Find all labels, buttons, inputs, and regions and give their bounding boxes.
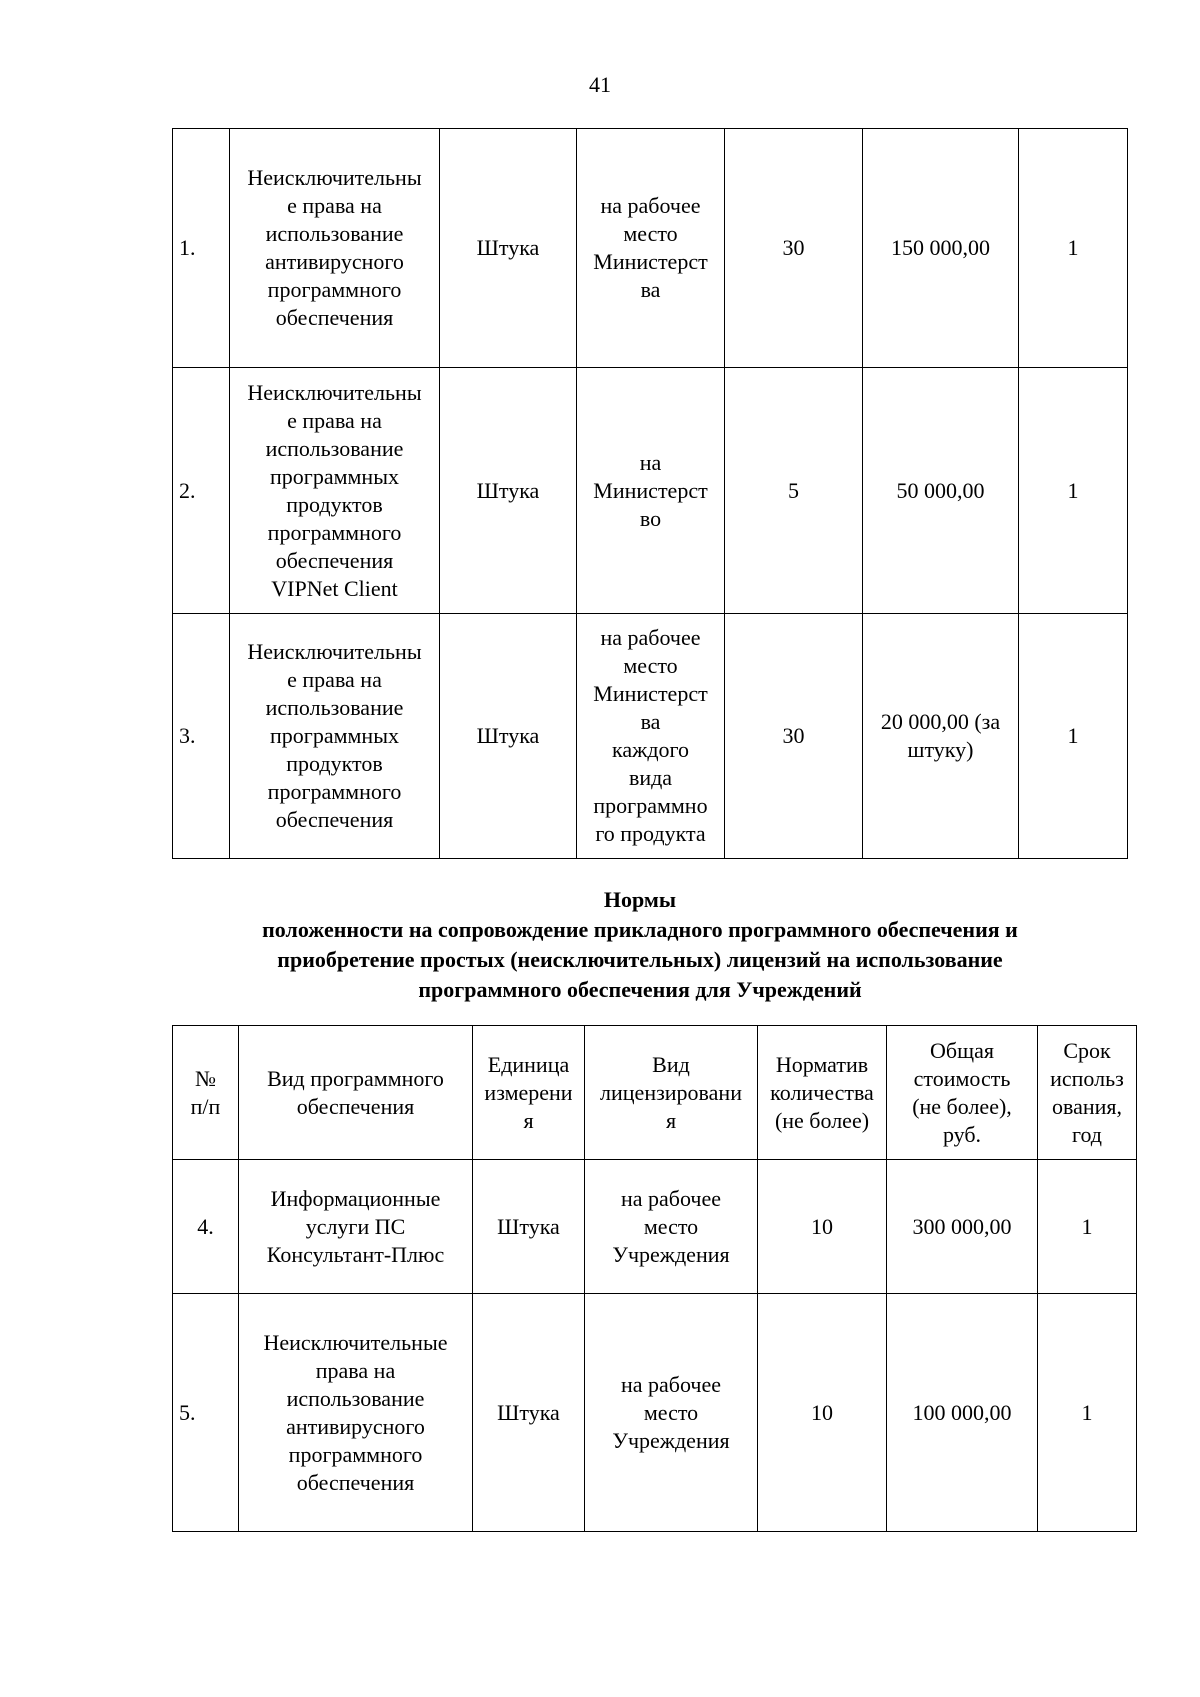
- table-row: [173, 368, 1128, 614]
- unit-cell: Штука: [473, 1294, 585, 1532]
- row-number: 5.: [173, 1294, 239, 1532]
- header-software-type: Вид программного обеспечения: [239, 1026, 473, 1160]
- header-unit: Единица измерени я: [473, 1026, 585, 1160]
- table-header-row: [173, 1026, 1137, 1160]
- unit-cell: Штука: [440, 129, 577, 368]
- license-type-cell: на рабочее место Учреждения: [585, 1294, 758, 1532]
- quantity-norm-cell: 5: [725, 368, 863, 614]
- row-number: 4.: [173, 1160, 239, 1294]
- software-type-cell: Информационные услуги ПС Консультант-Плюс: [239, 1160, 473, 1294]
- software-type-cell: Неисключительны е права на использование антивирусного программного обеспечения: [230, 129, 440, 368]
- total-cost-cell: 100 000,00: [887, 1294, 1038, 1532]
- row-number: 2.: [173, 368, 230, 614]
- table-row: [173, 1160, 1137, 1294]
- software-type-cell: Неисключительные права на использование антивирусного программного обеспечения: [239, 1294, 473, 1532]
- unit-cell: Штука: [473, 1160, 585, 1294]
- usage-term-cell: 1: [1019, 368, 1128, 614]
- total-cost-cell: 300 000,00: [887, 1160, 1038, 1294]
- software-norms-table-institutions: [172, 1025, 1137, 1532]
- quantity-norm-cell: 30: [725, 129, 863, 368]
- license-type-cell: на Министерст во: [577, 368, 725, 614]
- header-total-cost: Общая стоимость (не более), руб.: [887, 1026, 1038, 1160]
- usage-term-cell: 1: [1038, 1160, 1137, 1294]
- software-type-cell: Неисключительны е права на использование программных продуктов программного обеспечения: [230, 614, 440, 859]
- section-heading: [160, 885, 1120, 1005]
- unit-cell: Штука: [440, 368, 577, 614]
- header-quantity-norm: Норматив количества (не более): [758, 1026, 887, 1160]
- row-number: 1.: [173, 129, 230, 368]
- header-number: № п/п: [173, 1026, 239, 1160]
- quantity-norm-cell: 10: [758, 1294, 887, 1532]
- heading-line: приобретение простых (неисключительных) лицензий на использование: [277, 947, 1003, 972]
- license-type-cell: на рабочее место Министерст ва каждого вида программно го продукта: [577, 614, 725, 859]
- table-row: [173, 1294, 1137, 1532]
- page-number: 41: [589, 72, 611, 97]
- usage-term-cell: 1: [1019, 614, 1128, 859]
- table-row: [173, 614, 1128, 859]
- total-cost-cell: 50 000,00: [863, 368, 1019, 614]
- total-cost-cell: 150 000,00: [863, 129, 1019, 368]
- quantity-norm-cell: 10: [758, 1160, 887, 1294]
- unit-cell: Штука: [440, 614, 577, 859]
- software-rights-table-ministry: [172, 128, 1128, 859]
- usage-term-cell: 1: [1038, 1294, 1137, 1532]
- license-type-cell: на рабочее место Министерст ва: [577, 129, 725, 368]
- heading-title: Нормы: [603, 887, 677, 912]
- quantity-norm-cell: 30: [725, 614, 863, 859]
- header-usage-term: Срок использ ования, год: [1038, 1026, 1137, 1160]
- license-type-cell: на рабочее место Учреждения: [585, 1160, 758, 1294]
- heading-line: программного обеспечения для Учреждений: [418, 977, 862, 1002]
- usage-term-cell: 1: [1019, 129, 1128, 368]
- header-license-type: Вид лицензировани я: [585, 1026, 758, 1160]
- total-cost-cell: 20 000,00 (за штуку): [863, 614, 1019, 859]
- software-type-cell: Неисключительны е права на использование программных продуктов программного обеспечения VIPNet Client: [230, 368, 440, 614]
- row-number: 3.: [173, 614, 230, 859]
- table-row: [173, 129, 1128, 368]
- heading-line: положенности на сопровождение прикладного программного обеспечения и: [262, 917, 1018, 942]
